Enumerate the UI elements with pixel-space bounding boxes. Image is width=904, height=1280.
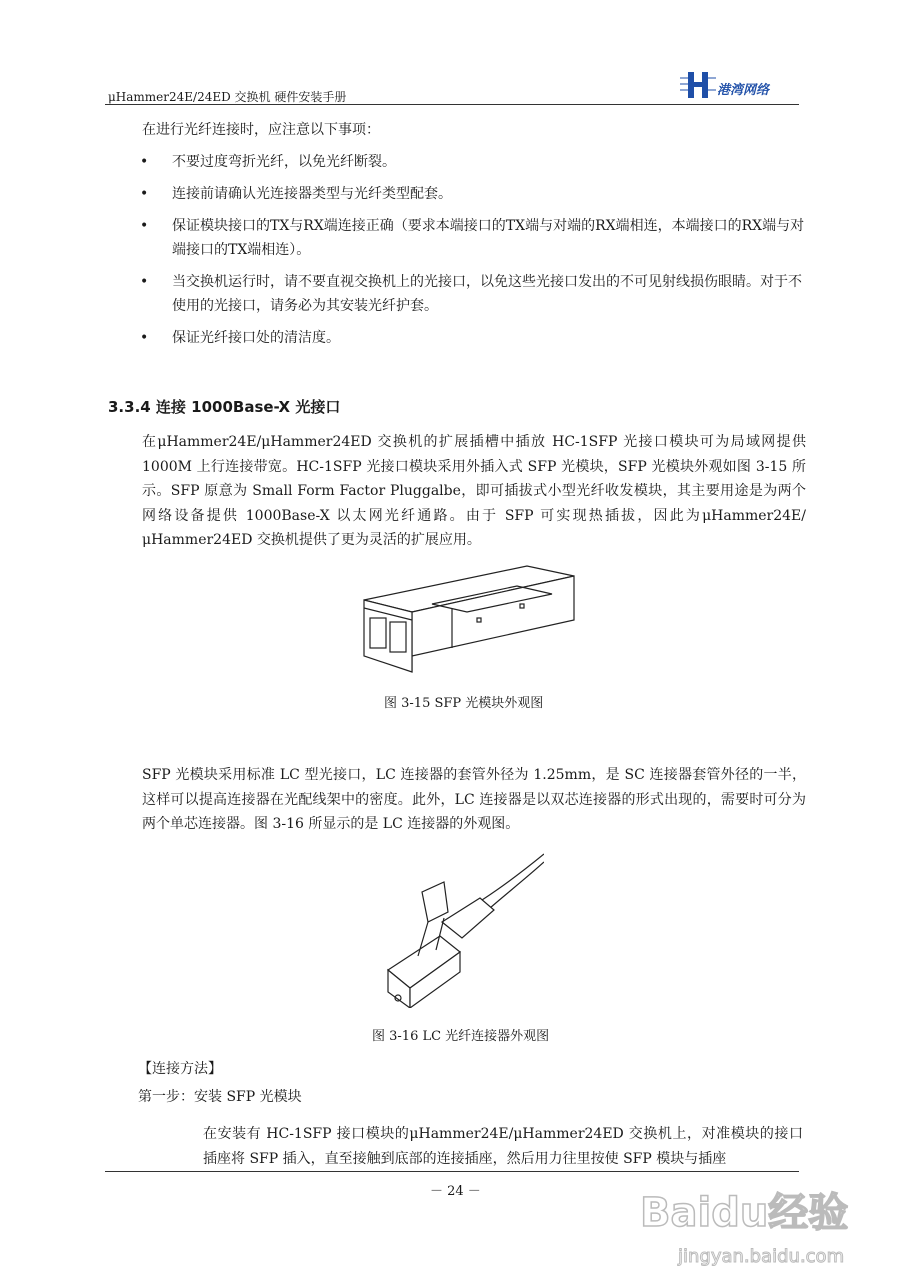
bullet-icon: •	[140, 154, 149, 170]
body-paragraph-lc: SFP 光模块采用标准 LC 型光接口，LC 连接器的套管外径为 1.25mm，是 SC 连接器套管外径的一半，这样可以提高连接器在光配线架中的密度。此外，LC 连接器是以双芯连接器的形式出现的，需要时可分为两个单芯连接器。图 3-16 所显示的是 LC 连接器的外观图。	[142, 767, 806, 832]
intro-text: 在进行光纤连接时，应注意以下事项：	[142, 122, 380, 138]
list-item: • 当交换机运行时，请不要直视交换机上的光接口，以免这些光接口发出的不可见射线损伤眼睛。对于不使用的光接口，请务必为其安装光纤护套。	[140, 270, 806, 318]
baidu-watermark	[630, 1164, 870, 1274]
body-paragraph-install: 在安装有 HC-1SFP 接口模块的μHammer24E/μHammer24ED 交换机上，对准模块的接口插座将 SFP 插入，直至接触到底部的连接插座，然后用力往里按使 SFP 模块与插座	[203, 1126, 803, 1167]
header-divider	[105, 104, 799, 105]
lc-connector-illustration	[382, 852, 544, 1008]
body-paragraph-sfp: 在μHammer24E/μHammer24ED 交换机的扩展插槽中插放 HC-1SFP 光接口模块可为局域网提供1000M 上行连接带宽。HC-1SFP 光接口模块采用外插入式 SFP 光模块，SFP 光模块外观如图 3-15 所示。SFP 原意为 Small Form Factor Pluggalbe，即可插拔式小型光纤收发模块，其主要用途是为两个网络设备提供 1000Base-X 以太网光纤通路。由于 SFP 可实现热插拔，因此为μHammer24E/μHammer24ED 交换机提供了更为灵活的扩展应用。	[142, 434, 806, 548]
list-item: • 不要过度弯折光纤，以免光纤断裂。	[140, 150, 806, 174]
list-item: • 连接前请确认光连接器类型与光纤类型配套。	[140, 182, 806, 206]
bullet-icon: •	[140, 274, 149, 290]
figure-caption-sfp: 图 3-15 SFP 光模块外观图	[384, 696, 544, 711]
bullet-icon: •	[140, 330, 149, 346]
list-item: • 保证光纤接口处的清洁度。	[140, 326, 806, 350]
company-logo	[680, 66, 795, 102]
page-number: － 24 －	[430, 1184, 481, 1199]
watermark-brand: Baidu经验	[640, 1190, 849, 1236]
bullet-icon: •	[140, 186, 149, 202]
method-heading: 【连接方法】	[138, 1061, 222, 1077]
watermark-url: jingyan.baidu.com	[678, 1246, 845, 1267]
figure-caption-lc: 图 3-16 LC 光纤连接器外观图	[372, 1029, 550, 1044]
list-item: • 保证模块接口的TX与RX端连接正确（要求本端接口的TX端与对端的RX端相连，本端接口的RX端与对端接口的TX端相连）。	[140, 214, 806, 262]
step-heading: 第一步：安装 SFP 光模块	[138, 1089, 302, 1105]
sfp-module-illustration	[352, 560, 582, 678]
logo-text: 港湾网络	[717, 83, 770, 98]
section-title: 3.3.4 连接 1000Base-X 光接口	[108, 398, 341, 416]
notice-list	[140, 150, 806, 358]
header-title: μHammer24E/24ED 交换机 硬件安装手册	[108, 90, 347, 104]
bullet-icon: •	[140, 218, 149, 234]
